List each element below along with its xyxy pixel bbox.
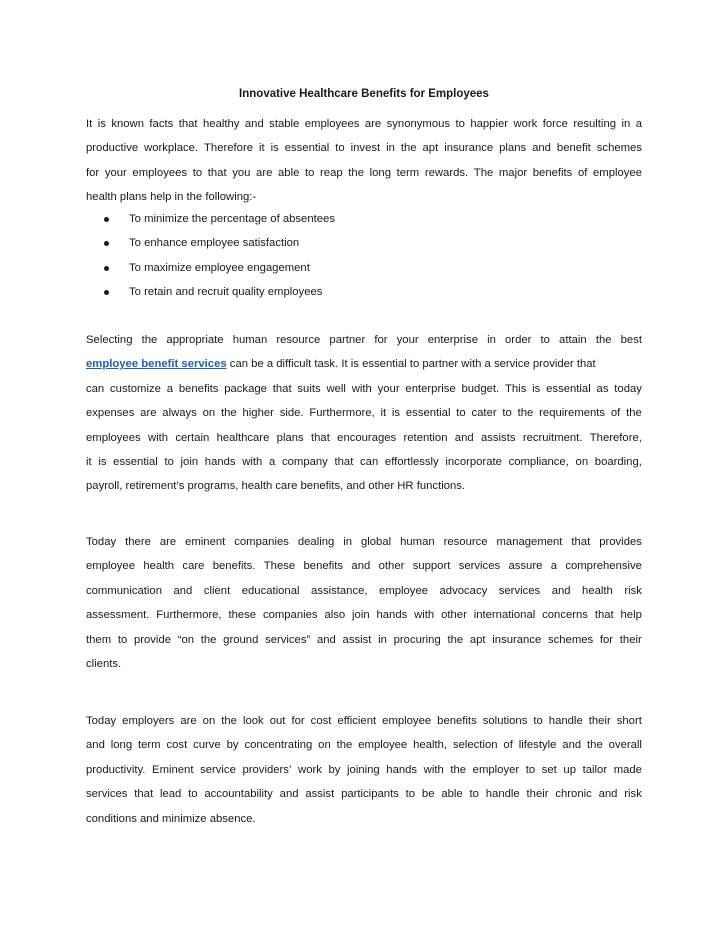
list-item — [104, 256, 604, 280]
bullet-icon — [104, 290, 109, 295]
paragraph-line: health plans help in the following:- — [86, 191, 257, 204]
paragraph-line: conditions and minimize absence. — [86, 812, 256, 825]
list-item — [104, 231, 604, 255]
paragraph-line: them to provide “on the ground services” and assist in procuring the apt insurance schemes for their — [86, 633, 642, 646]
bullet-icon — [104, 217, 109, 222]
paragraph-line-rest: can be a difficult task. It is essential to partner with a service provider that — [226, 358, 596, 371]
paragraph-line: productivity. Eminent service providers’ work by joining hands with the employer to set up tailor made — [86, 763, 642, 776]
list-item — [104, 280, 604, 304]
paragraph-line: for your employees to that you are able to reap the long term rewards. The major benefits of employee — [86, 166, 642, 179]
paragraph-line: expenses are always on the higher side. Furthermore, it is essential to cater to the requirements of the — [86, 407, 642, 420]
bullet-icon — [104, 241, 109, 246]
paragraph-line: Selecting the appropriate human resource partner for your enterprise in order to attain the best — [86, 334, 642, 346]
intro-paragraph — [86, 112, 642, 210]
paragraph-line: can customize a benefits package that suits well with your enterprise budget. This is essential as today — [86, 382, 642, 395]
companies-paragraph — [86, 530, 642, 676]
list-item-text: To maximize employee engagement — [129, 261, 310, 274]
paragraph-line: communication and client educational assistance, employee advocacy services and health risk — [86, 584, 642, 597]
list-item-text: To enhance employee satisfaction — [129, 237, 300, 250]
bullet-icon — [104, 266, 109, 271]
paragraph-line: Today employers are on the look out for cost efficient employee benefits solutions to handle their short — [86, 715, 642, 727]
paragraph-line: services that lead to accountability and assist participants to be able to handle their chronic and risk — [86, 788, 642, 801]
paragraph-line: and long term cost curve by concentrating on the employee health, selection of lifestyle and the overall — [86, 739, 642, 752]
paragraph-line: employee health care benefits. These benefits and other support services assure a comprehensive — [86, 560, 642, 573]
paragraph-line: assessment. Furthermore, these companies also join hands with other international concerns that help — [86, 609, 642, 622]
list-item — [104, 207, 604, 231]
partner-paragraph — [86, 328, 642, 499]
paragraph-line: clients. — [86, 657, 122, 670]
paragraph-line: it is essential to join hands with a company that can effortlessly incorporate compliance, on boarding, — [86, 455, 642, 468]
document-title: Innovative Healthcare Benefits for Employees — [239, 88, 489, 100]
employee-benefit-services-link[interactable]: employee benefit services — [86, 358, 227, 371]
paragraph-line: payroll, retirement’s programs, health care benefits, and other HR functions. — [86, 480, 466, 493]
paragraph-line: employees with certain healthcare plans that encourages retention and assists recruitment. Therefore, — [86, 431, 642, 444]
paragraph-line: productive workplace. Therefore it is essential to invest in the apt insurance plans and benefit schemes — [86, 142, 642, 155]
paragraph-line — [86, 352, 642, 376]
benefits-list — [104, 207, 604, 305]
list-item-text: To retain and recruit quality employees — [129, 286, 323, 299]
employers-paragraph — [86, 709, 642, 831]
list-item-text: To minimize the percentage of absentees — [129, 213, 335, 225]
paragraph-line: It is known facts that healthy and stable employees are synonymous to happier work force resulting in a — [86, 118, 642, 130]
paragraph-line: Today there are eminent companies dealing in global human resource management that provides — [86, 536, 642, 548]
